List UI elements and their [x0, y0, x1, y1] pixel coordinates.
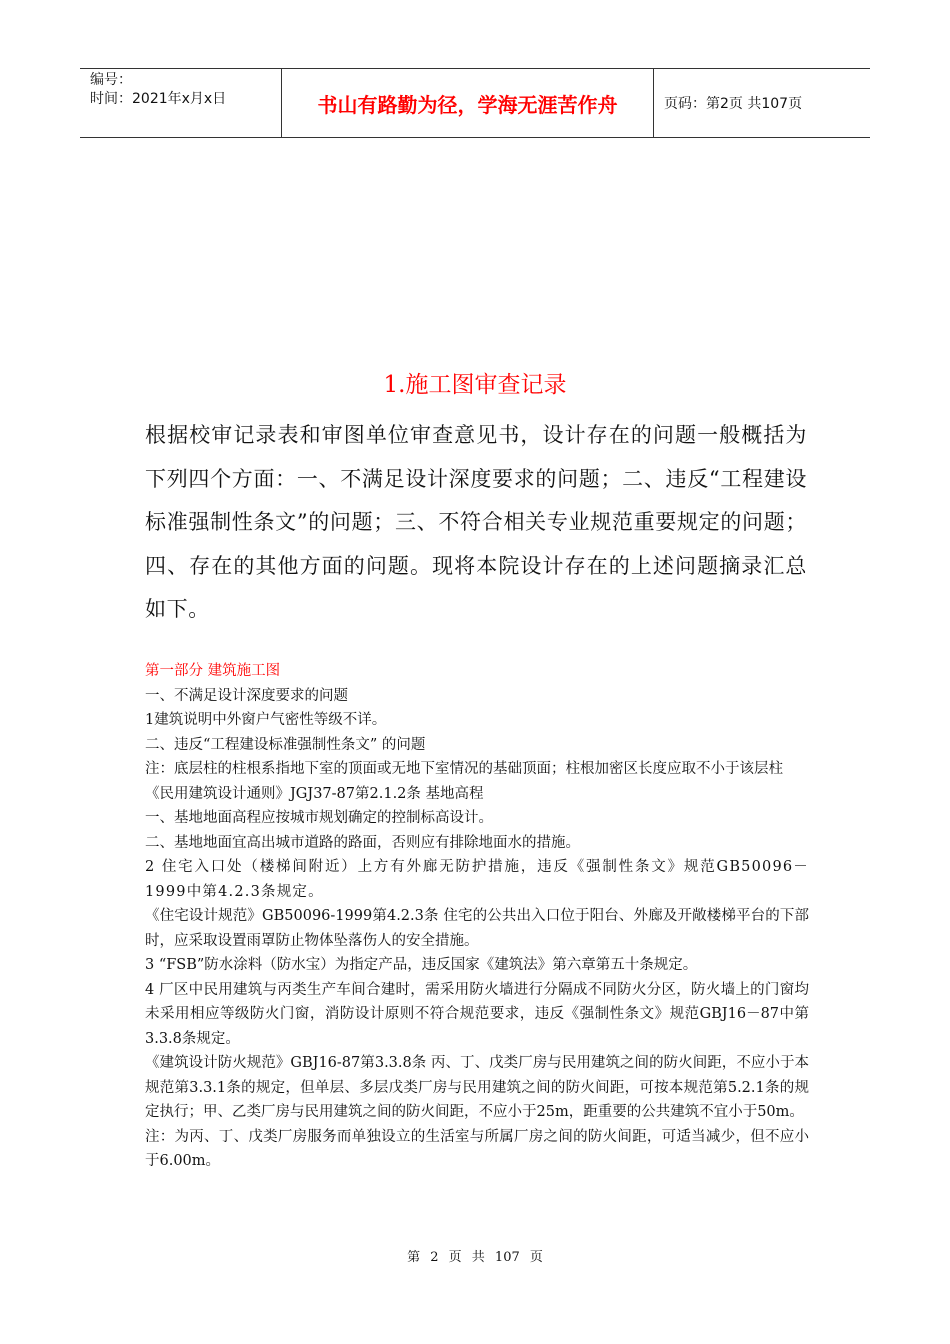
paragraph: 1建筑说明中外窗户气密性等级不详。: [145, 712, 387, 728]
paragraph: 一、基地地面高程应按城市规划确定的控制标高设计。: [145, 810, 493, 826]
paragraph: 二、基地地面宜高出城市道路的路面，否则应有排除地面水的措施。: [145, 834, 580, 851]
header-motto: 书山有路勤为径，学海无涯苦作舟: [282, 69, 654, 137]
page-header: [80, 68, 870, 138]
document-title: 1.施工图审查记录: [383, 372, 567, 398]
paragraph: 《住宅设计规范》GB50096-1999第4.2.3条 住宅的公共出入口位于阳台、外廊及开敞楼梯平台的下部时，应采取设置雨罩防止物体坠落伤人的安全措施。: [145, 908, 809, 949]
paragraph: 注：为丙、丁、戊类厂房服务而单独设立的生活室与所属厂房之间的防火间距，可适当减少，但不应小于6.00m。: [145, 1128, 809, 1169]
header-page-label: 页码：第2页 共107页: [664, 96, 803, 112]
paragraph: 一、不满足设计深度要求的问题: [145, 687, 348, 704]
document-body: [145, 659, 809, 1174]
paragraph: 4 厂区中民用建筑与丙类生产车间合建时，需采用防火墙进行分隔成不同防火分区，防火墙上的门窗均未采用相应等级防火门窗，消防设计原则不符合规范要求，违反《强制性条文》规范GBJ16－87中第3.3.8条规定。: [145, 981, 809, 1047]
header-meta: [80, 69, 282, 137]
paragraph: 《建筑设计防火规范》GBJ16-87第3.3.8条 丙、丁、戊类厂房与民用建筑之间的防火间距，不应小于本规范第3.3.1条的规定，但单层、多层戊类厂房与民用建筑之间的防火间距，可按本规范第5.2.1条的规定执行；甲、乙类厂房与民用建筑之间的防火间距，不应小于25m，距重要的公共建筑不宜小于50m。: [145, 1055, 809, 1120]
paragraph: 3 “FSB”防水涂料（防水宝）为指定产品，违反国家《建筑法》第六章第五十条规定。: [145, 957, 698, 973]
header-number-label: 编号：: [90, 72, 132, 88]
intro-paragraph: 根据校审记录表和审图单位审查意见书，设计存在的问题一般概括为下列四个方面：一、不满足设计深度要求的问题；二、违反“工程建设标准强制性条文”的问题；三、不符合相关专业规范重要规定的问题；四、存在的其他方面的问题。现将本院设计存在的上述问题摘录汇总如下。: [145, 423, 807, 621]
paragraph: 2 住宅入口处（楼梯间附近）上方有外廊无防护措施，违反《强制性条文》规范GB50096－1999中第4.2.3条规定。: [145, 859, 809, 900]
paragraph: 注：底层柱的柱根系指地下室的顶面或无地下室情况的基础顶面；柱根加密区长度应取不小于该层柱: [145, 761, 783, 777]
section-heading: 第一部分 建筑施工图: [145, 663, 281, 679]
paragraph: 《民用建筑设计通则》JGJ37-87第2.1.2条 基地高程: [145, 785, 484, 802]
header-date-label: 时间：2021年x月x日: [90, 91, 227, 107]
paragraph: 二、违反“工程建设标准强制性条文” 的问题: [145, 736, 426, 753]
page-footer: 第 2 页 共 107 页: [407, 1250, 543, 1265]
